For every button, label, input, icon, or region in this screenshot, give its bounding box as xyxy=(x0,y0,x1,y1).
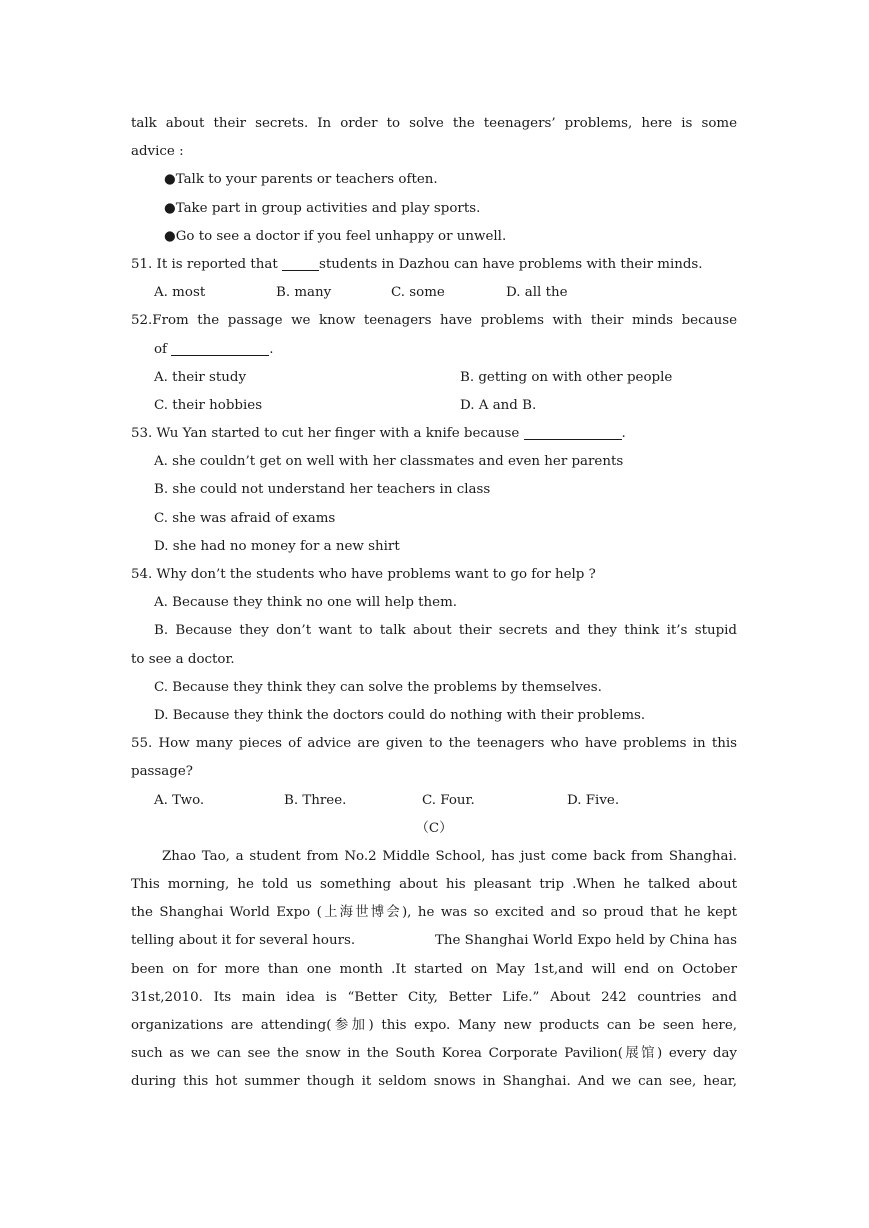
question-54-option-a: A. Because they think no one will help them. xyxy=(154,595,458,611)
question-53-stem: 53. Wu Yan started to cut her finger with a knife because . xyxy=(131,426,626,442)
passage-line: been on for more than one month .It started on May 1st,and will end on October xyxy=(131,961,737,977)
question-52-stem-cont: of . xyxy=(154,341,274,357)
passage-line: telling about it for several hours. The Shanghai World Expo held by China has xyxy=(131,933,737,949)
question-52-options-row2 xyxy=(131,392,737,420)
answer-blank xyxy=(524,424,622,440)
option-a: A. their study xyxy=(154,369,247,385)
option-a: A. most xyxy=(154,285,206,301)
bullet-icon: ● xyxy=(164,228,176,244)
option-c: C. their hobbies xyxy=(154,397,263,413)
section-heading: （C） xyxy=(415,820,453,836)
option-d: D. A and B. xyxy=(460,397,537,413)
question-55-options xyxy=(131,787,737,815)
bullet-icon: ● xyxy=(164,200,176,216)
answer-blank xyxy=(282,255,319,271)
passage-line: 31st,2010. Its main idea is “Better City, Better Life.” About 242 countries and xyxy=(131,989,737,1005)
option-b: B. many xyxy=(276,285,332,301)
passage-line: the Shanghai World Expo (上海世博会), he was so excited and so proud that he kept xyxy=(131,905,737,921)
option-a: A. Two. xyxy=(154,792,205,808)
question-52-options-row1 xyxy=(131,364,737,392)
question-53-option-d: D. she had no money for a new shirt xyxy=(154,538,400,554)
option-d: D. Five. xyxy=(567,792,620,808)
question-55-stem: 55. How many pieces of advice are given to the teenagers who have problems in this xyxy=(131,736,737,752)
option-c: C. some xyxy=(391,285,445,301)
question-53-option-a: A. she couldn’t get on well with her classmates and even her parents xyxy=(154,454,624,470)
advice-item: ●Go to see a doctor if you feel unhappy or unwell. xyxy=(164,228,507,244)
passage-line: This morning, he told us something about his pleasant trip .When he talked about xyxy=(131,877,737,893)
question-54-stem: 54. Why don’t the students who have problems want to go for help ? xyxy=(131,567,596,582)
passage-line: organizations are attending(参加) this expo. Many new products can be seen here, xyxy=(131,1018,737,1033)
question-54-option-b: B. Because they don’t want to talk about their secrets and they think it’s stupid xyxy=(154,623,737,639)
option-d: D. all the xyxy=(506,285,568,301)
option-b: B. getting on with other people xyxy=(460,369,673,385)
question-55-stem-cont: passage? xyxy=(131,764,193,780)
question-53-option-b: B. she could not understand her teachers in class xyxy=(154,482,491,498)
advice-item: ●Talk to your parents or teachers often. xyxy=(164,172,438,188)
advice-item: ●Take part in group activities and play sports. xyxy=(164,200,481,216)
option-b: B. Three. xyxy=(284,792,347,808)
answer-blank xyxy=(171,340,269,356)
passage-line: Zhao Tao, a student from No.2 Middle School, has just come back from Shanghai. xyxy=(162,848,737,864)
passage-line: during this hot summer though it seldom snows in Shanghai. And we can see, hear, xyxy=(131,1074,737,1090)
passage-line: such as we can see the snow in the South Korea Corporate Pavilion(展馆) every day xyxy=(131,1046,737,1062)
question-54-option-c: C. Because they think they can solve the problems by themselves. xyxy=(154,679,602,695)
intro-line-2: advice : xyxy=(131,144,184,160)
intro-line-1: talk about their secrets. In order to solve the teenagers’ problems, here is some xyxy=(131,116,737,131)
question-51-stem: 51. It is reported that students in Dazhou can have problems with their minds. xyxy=(131,256,703,272)
bullet-icon: ● xyxy=(164,172,176,188)
document-page xyxy=(131,110,737,1097)
question-53-option-c: C. she was afraid of exams xyxy=(154,510,336,526)
option-c: C. Four. xyxy=(422,792,475,808)
question-54-option-d: D. Because they think the doctors could do nothing with their problems. xyxy=(154,707,646,723)
question-52-stem: 52.From the passage we know teenagers have problems with their minds because xyxy=(131,313,737,329)
question-51-options xyxy=(131,279,737,307)
question-54-option-b-cont: to see a doctor. xyxy=(131,651,235,667)
